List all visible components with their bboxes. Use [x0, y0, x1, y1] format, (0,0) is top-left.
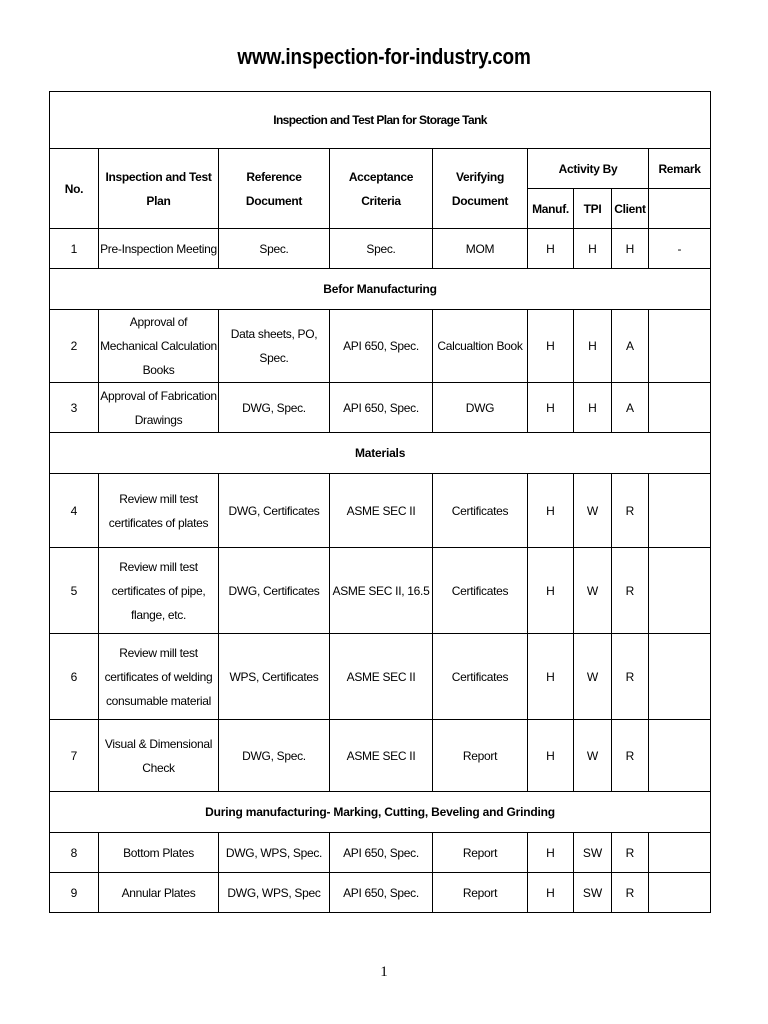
cell-manuf: H: [528, 634, 574, 720]
cell-reference: DWG, WPS, Spec: [219, 873, 330, 913]
cell-tpi: SW: [574, 873, 612, 913]
title-row: [50, 92, 711, 149]
cell-no: 4: [50, 474, 99, 548]
cell-client: R: [612, 873, 649, 913]
cell-verifying: DWG: [433, 383, 528, 433]
cell-client: A: [612, 310, 649, 383]
remark-subheader-blank: [649, 189, 711, 229]
cell-tpi: W: [574, 474, 612, 548]
cell-manuf: H: [528, 383, 574, 433]
cell-manuf: H: [528, 474, 574, 548]
cell-manuf: H: [528, 833, 574, 873]
cell-plan: Review mill test certificates of plates: [99, 474, 219, 548]
section-row: [50, 792, 711, 833]
cell-acceptance: API 650, Spec.: [330, 873, 433, 913]
table-row: [50, 229, 711, 269]
cell-tpi: H: [574, 383, 612, 433]
cell-tpi: W: [574, 634, 612, 720]
cell-client: R: [612, 474, 649, 548]
cell-no: 1: [50, 229, 99, 269]
cell-no: 8: [50, 833, 99, 873]
column-header-acceptance: Acceptance Criteria: [330, 149, 433, 229]
cell-reference: Spec.: [219, 229, 330, 269]
cell-reference: WPS, Certificates: [219, 634, 330, 720]
table-row: [50, 548, 711, 634]
column-header-tpi: TPI: [574, 189, 612, 229]
cell-acceptance: Spec.: [330, 229, 433, 269]
cell-plan: Review mill test certificates of pipe, flange, etc.: [99, 548, 219, 634]
cell-client: R: [612, 833, 649, 873]
cell-no: 2: [50, 310, 99, 383]
cell-tpi: W: [574, 720, 612, 792]
cell-plan: Pre-Inspection Meeting: [99, 229, 219, 269]
cell-remark: [649, 634, 711, 720]
cell-acceptance: API 650, Spec.: [330, 833, 433, 873]
cell-acceptance: ASME SEC II: [330, 474, 433, 548]
column-header-client: Client: [612, 189, 649, 229]
column-header-verifying: Verifying Document: [433, 149, 528, 229]
cell-acceptance: ASME SEC II, 16.5: [330, 548, 433, 634]
table-row: [50, 634, 711, 720]
cell-client: R: [612, 548, 649, 634]
cell-no: 5: [50, 548, 99, 634]
cell-manuf: H: [528, 720, 574, 792]
table-row: [50, 873, 711, 913]
cell-remark: [649, 548, 711, 634]
header-row: [50, 149, 711, 189]
column-header-plan: Inspection and Test Plan: [99, 149, 219, 229]
cell-manuf: H: [528, 548, 574, 634]
section-row: [50, 433, 711, 474]
cell-remark: -: [649, 229, 711, 269]
cell-tpi: SW: [574, 833, 612, 873]
column-header-no: No.: [50, 149, 99, 229]
cell-remark: [649, 720, 711, 792]
cell-client: A: [612, 383, 649, 433]
cell-verifying: Report: [433, 833, 528, 873]
cell-no: 7: [50, 720, 99, 792]
cell-verifying: Report: [433, 873, 528, 913]
table-row: [50, 474, 711, 548]
cell-reference: DWG, WPS, Spec.: [219, 833, 330, 873]
cell-acceptance: API 650, Spec.: [330, 310, 433, 383]
cell-reference: DWG, Certificates: [219, 474, 330, 548]
table-row: [50, 833, 711, 873]
cell-remark: [649, 833, 711, 873]
cell-no: 3: [50, 383, 99, 433]
cell-client: R: [612, 634, 649, 720]
section-header: Materials: [50, 433, 711, 474]
section-row: [50, 269, 711, 310]
cell-acceptance: API 650, Spec.: [330, 383, 433, 433]
site-url: www.inspection-for-industry.com: [237, 44, 531, 69]
cell-reference: DWG, Spec.: [219, 383, 330, 433]
cell-no: 6: [50, 634, 99, 720]
table-row: [50, 383, 711, 433]
cell-reference: DWG, Certificates: [219, 548, 330, 634]
section-header: Befor Manufacturing: [50, 269, 711, 310]
cell-plan: Bottom Plates: [99, 833, 219, 873]
cell-acceptance: ASME SEC II: [330, 720, 433, 792]
cell-tpi: W: [574, 548, 612, 634]
cell-reference: DWG, Spec.: [219, 720, 330, 792]
column-header-reference: Reference Document: [219, 149, 330, 229]
cell-verifying: Certificates: [433, 474, 528, 548]
cell-no: 9: [50, 873, 99, 913]
cell-verifying: Certificates: [433, 548, 528, 634]
cell-plan: Review mill test certificates of welding consumable material: [99, 634, 219, 720]
section-header: During manufacturing- Marking, Cutting, Beveling and Grinding: [50, 792, 711, 833]
table-row: [50, 720, 711, 792]
cell-verifying: Certificates: [433, 634, 528, 720]
cell-plan: Approval of Mechanical Calculation Books: [99, 310, 219, 383]
cell-verifying: Report: [433, 720, 528, 792]
cell-reference: Data sheets, PO, Spec.: [219, 310, 330, 383]
cell-manuf: H: [528, 310, 574, 383]
table-row: [50, 310, 711, 383]
cell-remark: [649, 474, 711, 548]
cell-remark: [649, 873, 711, 913]
cell-tpi: H: [574, 229, 612, 269]
cell-verifying: Calcualtion Book: [433, 310, 528, 383]
inspection-test-plan-table: [49, 91, 711, 913]
page-title: Inspection and Test Plan for Storage Tank: [50, 92, 711, 149]
cell-verifying: MOM: [433, 229, 528, 269]
cell-remark: [649, 310, 711, 383]
column-header-manuf: Manuf.: [528, 189, 574, 229]
cell-client: H: [612, 229, 649, 269]
column-header-remark: Remark: [649, 149, 711, 189]
cell-tpi: H: [574, 310, 612, 383]
column-header-activity-by: Activity By: [528, 149, 649, 189]
cell-plan: Visual & Dimensional Check: [99, 720, 219, 792]
cell-remark: [649, 383, 711, 433]
page-number: 1: [380, 964, 388, 980]
cell-client: R: [612, 720, 649, 792]
cell-plan: Annular Plates: [99, 873, 219, 913]
cell-plan: Approval of Fabrication Drawings: [99, 383, 219, 433]
cell-manuf: H: [528, 229, 574, 269]
cell-acceptance: ASME SEC II: [330, 634, 433, 720]
cell-manuf: H: [528, 873, 574, 913]
